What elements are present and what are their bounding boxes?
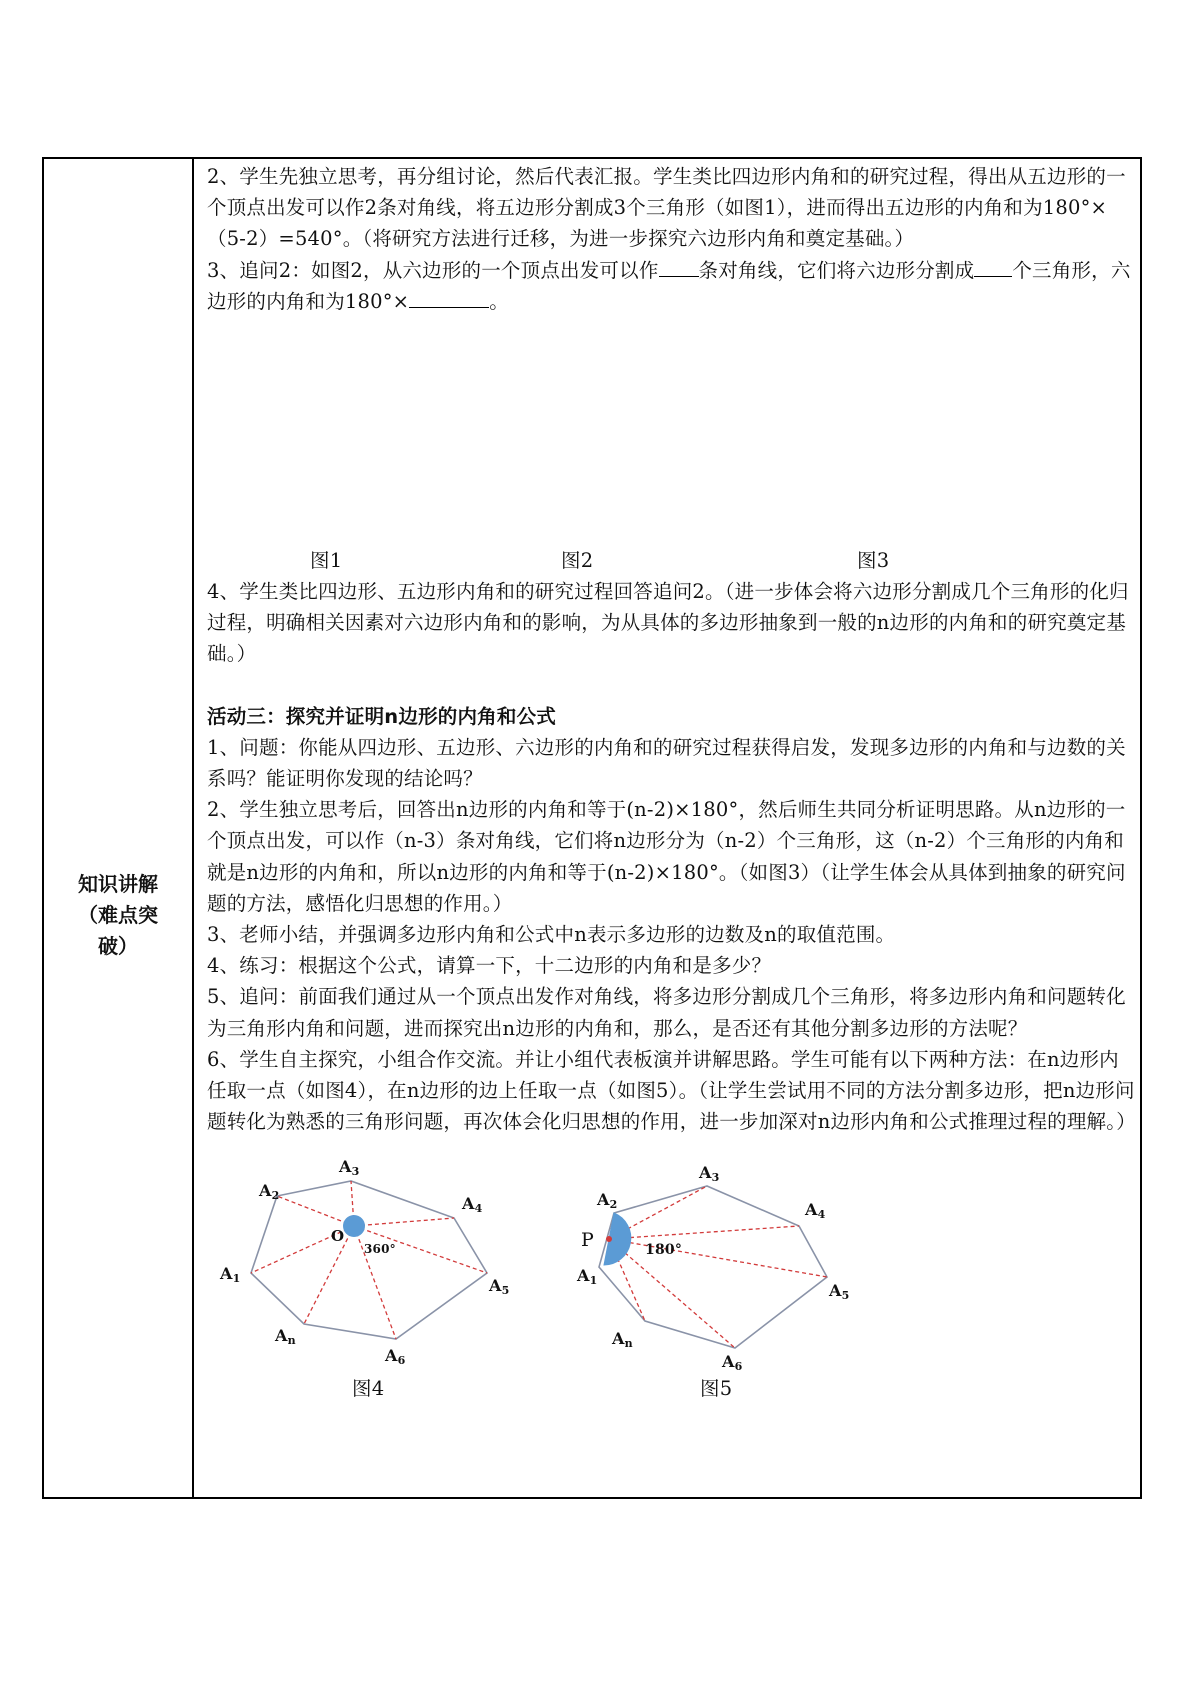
figure-5-angle-label: 180° <box>645 1242 683 1259</box>
activity-3-item-5: 5、追问：前面我们通过从一个顶点出发作对角线，将多边形分割成几个三角形，将多边形内角和问题转化为三角形内角和问题，进而探究出n边形的内角和，那么，是否还有其他分割多边形的方法呢？ <box>207 985 1126 1040</box>
figure-4-point-label: O <box>331 1227 345 1246</box>
answer-blank-1 <box>659 275 699 277</box>
figure-4-angle-label: 360° <box>364 1242 396 1257</box>
activity-3-item-3: 3、老师小结，并强调多边形内角和公式中n表示多边形的边数及n的取值范围。 <box>207 923 896 947</box>
paragraph-4: 4、学生类比四边形、五边形内角和的研究过程回答追问2。（进一步体会将六边形分割成几个三角形的化归过程，明确相关因素对六边形内角和的影响，为从具体的多边形抽象到一般的n边形的内角和的研究奠定基础。） <box>207 580 1129 666</box>
figure-4-segments <box>251 1181 487 1339</box>
figure-5-vertex-label: A2 <box>597 1190 618 1212</box>
figure-1-caption: 图1 <box>310 549 343 573</box>
figure-5-vertex-label: A4 <box>805 1200 826 1222</box>
paragraph-3-part-2: 条对角线，它们将六边形分割成 <box>698 258 975 282</box>
activity-3-item-6: 6、学生自主探究，小组合作交流。并让小组代表板演并讲解思路。学生可能有以下两种方法：在n边形内任取一点（如图4），在n边形的边上任取一点（如图5）。（让学生尝试用不同的方法分割多边形，把n边形问题转化为熟悉的三角形问题，再次体会化归思想的作用，进一步加深对n边形内角和公式推理过程的理解。） <box>207 1047 1136 1134</box>
figures-1-3-area <box>207 317 1137 545</box>
figure-4-angle-marker <box>343 1215 365 1237</box>
activity-3-item-1: 1、问题：你能从四边形、五边形、六边形的内角和的研究过程获得启发，发现多边形的内角和与边数的关系吗？能证明你发现的结论吗？ <box>207 735 1126 791</box>
figure-2-caption: 图2 <box>561 549 594 573</box>
figure-caption-row <box>207 545 1137 576</box>
figure-5-diagram <box>557 1151 857 1374</box>
figure-5-point-marker <box>606 1236 612 1242</box>
figure-4-vertex-label: A2 <box>259 1181 280 1203</box>
column-divider <box>192 159 194 1497</box>
figure-4-vertex-label: An <box>275 1326 296 1348</box>
figure-4-caption: 图4 <box>352 1377 385 1401</box>
figure-5-vertex-label: A1 <box>577 1266 598 1288</box>
figure-4-vertex-label: A5 <box>489 1276 510 1298</box>
lesson-table <box>42 157 1142 1499</box>
paragraph-3-part-1: 3、追问2：如图2，从六边形的一个顶点出发可以作 <box>207 258 659 282</box>
figure-5-point-label: P <box>581 1229 594 1252</box>
activity-3-item-4: 4、练习：根据这个公式，请算一下，十二边形的内角和是多少？ <box>207 954 772 978</box>
figure-4-vertex-label: A4 <box>462 1194 483 1216</box>
figure-3-caption: 图3 <box>857 549 890 573</box>
section-label <box>44 869 192 962</box>
section-label-line-2: （难点突 <box>78 903 158 927</box>
figures-4-5 <box>207 1151 1137 1407</box>
figure-5-caption: 图5 <box>700 1377 733 1401</box>
figure-5-vertex-label: An <box>612 1329 633 1351</box>
activity-3-heading: 活动三：探究并证明n边形的内角和公式 <box>207 704 556 728</box>
figure-5-vertex-label: A5 <box>829 1281 850 1303</box>
figure-5-segments <box>609 1186 827 1351</box>
figure-4-vertex-label: A3 <box>339 1157 360 1179</box>
figure-4-polygon <box>251 1181 487 1339</box>
figure-4-diagram <box>217 1151 517 1366</box>
paragraph-3-part-3: 个三角形，六边形的内角和为180°× <box>207 258 1131 313</box>
paragraph-3 <box>207 255 1137 317</box>
paragraph-3-part-4: 。 <box>489 289 509 313</box>
section-label-line-1: 知识讲解 <box>78 872 158 896</box>
paragraph-2: 2、学生先独立思考，再分组讨论，然后代表汇报。学生类比四边形内角和的研究过程，得出从五边形的一个顶点出发可以作2条对角线，将五边形分割成3个三角形（如图1），进而得出五边形的内角和为180°×（5-2）=540°。（将研究方法进行迁移，为进一步探究六边形内角和奠定基础。） <box>207 165 1126 251</box>
answer-blank-2 <box>974 275 1012 277</box>
figure-4-vertex-label: A6 <box>385 1346 406 1368</box>
content-cell <box>207 161 1137 1407</box>
figure-5-vertex-label: A3 <box>699 1163 720 1185</box>
answer-blank-3 <box>409 306 489 308</box>
figure-4-vertex-label: A1 <box>220 1264 241 1286</box>
figure-5-polygon <box>599 1186 827 1351</box>
activity-3-item-2: 2、学生独立思考后，回答出n边形的内角和等于(n-2)×180°，然后师生共同分析证明思路。从n边形的一个顶点出发，可以作（n-3）条对角线，它们将n边形分为（n-2）个三角形，这（n-2）个三角形的内角和就是n边形的内角和，所以n边形的内角和等于(n-2)×180°。（如图3）（让学生体会从具体到抽象的研究问题的方法，感悟化归思想的作用。） <box>207 798 1126 915</box>
section-label-line-3: 破） <box>98 934 138 958</box>
figure-5-vertex-label: A6 <box>722 1352 743 1374</box>
